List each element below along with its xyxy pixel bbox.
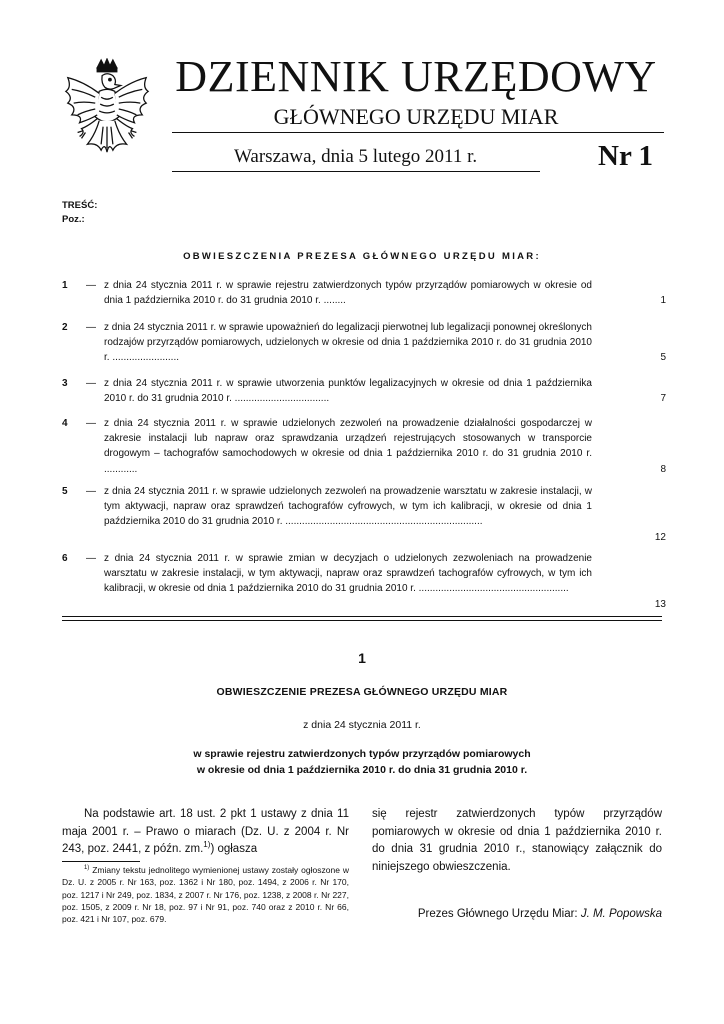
toc-item-dash: — [86, 378, 96, 389]
footnote-text: Zmiany tekstu jednolitego wymienionej ustawy zostały ogłoszone w Dz. U. z 2005 r. Nr 163, poz. 1362 i Nr 180, poz. 1494, z 2006 r. Nr 170, poz. 1217 i Nr 249, poz. 1834, z 2007 r. Nr 176, poz. 1238, z 2008 r. Nr 227, poz. 1505, z 2009 r. Nr 18, poz. 97 i Nr 91, poz. 740 oraz z 2010 r. Nr 66, poz. 421 i Nr 107, poz. 679. [62, 865, 349, 925]
announcement-subject [62, 746, 662, 778]
journal-subtitle: GŁÓWNEGO URZĘDU MIAR [273, 104, 559, 129]
toc-item-text: z dnia 24 stycznia 2011 r. w sprawie rejestru zatwierdzonych typów przyrządów pomiarowych w okresie od dnia 1 października 2010 r. do 31 grudnia 2010 r. ........ [104, 280, 592, 307]
toc-item-page: 1 [660, 295, 666, 307]
toc-item-dash: — [86, 280, 96, 291]
toc-item-dash: — [86, 322, 96, 333]
toc-item-page: 12 [654, 531, 666, 543]
signature-name: J. M. Popowska [580, 908, 662, 920]
toc-item-page: 5 [660, 352, 666, 364]
dateline-rule [172, 171, 540, 172]
toc-end-rule-bottom [62, 620, 662, 621]
announcement-heading: OBWIESZCZENIE PREZESA GŁÓWNEGO URZĘDU MIAR [216, 686, 508, 698]
toc-item-number: 3 [62, 378, 68, 389]
contents-label [62, 199, 97, 227]
header-rule [172, 132, 664, 133]
toc-item-text: z dnia 24 stycznia 2011 r. w sprawie zmian w decyzjach o udzielonych zezwoleniach na prowadzenie warsztatu w zakresie instalacji, w tym aktywacji, napraw oraz sprawdzeń tachografów cyfrowych, w tym ich kalibracji, w okresie od dnia 1 października 2010 do 31 grudnia 2010 r. ...................................................... [104, 553, 592, 595]
body-left-text: Na podstawie art. 18 ust. 2 pkt 1 ustawy z dnia 11 maja 2001 r. – Prawo o miarach (Dz. U. z 2004 r. Nr 243, poz. 2441, z późn. zm. [62, 808, 349, 856]
toc-item-dash: — [86, 486, 96, 497]
issue-number: Nr 1 [598, 140, 654, 172]
position-number: 1 [358, 650, 366, 666]
body-left-end: ) ogłasza [210, 843, 258, 856]
toc-end-rule-top [62, 616, 662, 617]
contents-label-tresc: TREŚĆ: [62, 200, 98, 211]
contents-label-poz: Poz.: [62, 214, 85, 225]
body-paragraph-right: się rejestr zatwierdzonych typów przyrządów pomiarowych w okresie od dnia 1 października 2010 r. do dnia 31 grudnia 2010 r., stanowiący załącznik do niniejszego obwieszczenia. [372, 808, 662, 873]
toc-item-page: 8 [660, 463, 666, 475]
subject-line-1: w sprawie rejestru zatwierdzonych typów przyrządów pomiarowych [193, 748, 531, 760]
toc-item-number: 2 [62, 322, 68, 333]
toc-item-number: 5 [62, 486, 68, 497]
announcement-date: z dnia 24 stycznia 2011 r. [303, 719, 421, 731]
footnote-rule [62, 861, 140, 862]
footnote-marker: 1) [84, 865, 90, 872]
toc-item-text: z dnia 24 stycznia 2011 r. w sprawie utworzenia punktów legalizacyjnych w okresie od dnia 1 października 2010 r. do 31 grudnia 2010 r. .................................. [104, 378, 592, 405]
toc-item-page: 7 [660, 393, 666, 405]
toc-item-page: 13 [654, 598, 666, 610]
footnote [62, 864, 349, 925]
toc-item-text: z dnia 24 stycznia 2011 r. w sprawie udzielonych zezwoleń na prowadzenie warsztatu w zakresie instalacji, w tym aktywacji, napraw oraz sprawdzeń tachografów cyfrowych, w tym ich kalibracji, w okresie od dnia 1 października 2010 do 31 grudnia 2010 r. ....................................................................... [104, 486, 592, 528]
toc-item-text: z dnia 24 stycznia 2011 r. w sprawie upoważnień do legalizacji pierwotnej lub legalizacji ponownej określonych rodzajów przyrządów pomiarowych, udzielonych w okresie od dnia 1 października 2010 r. do 31 grudnia 2010 r. ........................ [104, 322, 592, 364]
issue-dateline: Warszawa, dnia 5 lutego 2011 r. [234, 146, 478, 167]
footnote-reference[interactable]: 1) [203, 840, 211, 850]
signature [372, 908, 662, 920]
toc-item-number: 6 [62, 553, 68, 564]
polish-eagle-emblem-icon [58, 58, 156, 160]
subject-line-2: w okresie od dnia 1 października 2010 r. do dnia 31 grudnia 2010 r. [196, 764, 528, 776]
signature-prefix: Prezes Głównego Urzędu Miar: [417, 908, 581, 920]
toc-section-heading: OBWIESZCZENIA PREZESA GŁÓWNEGO URZĘDU MIAR: [183, 251, 541, 262]
toc-item-number: 4 [62, 418, 68, 429]
toc-item-dash: — [86, 553, 96, 564]
toc-item-dash: — [86, 418, 96, 429]
toc-item-text: z dnia 24 stycznia 2011 r. w sprawie udzielonych zezwoleń na prowadzenie działalności gospodarczej w zakresie instalacji lub napraw oraz sprawdzania urządzeń rejestrujących stosowanych w transporcie drogowym – tachografów samochodowych w okresie od dnia 1 października 2010 r. do 31 grudnia 2010 r. ............ [104, 418, 592, 475]
body-paragraph-left [62, 806, 349, 859]
toc-item-number: 1 [62, 280, 68, 291]
journal-title: DZIENNIK URZĘDOWY [175, 52, 657, 101]
